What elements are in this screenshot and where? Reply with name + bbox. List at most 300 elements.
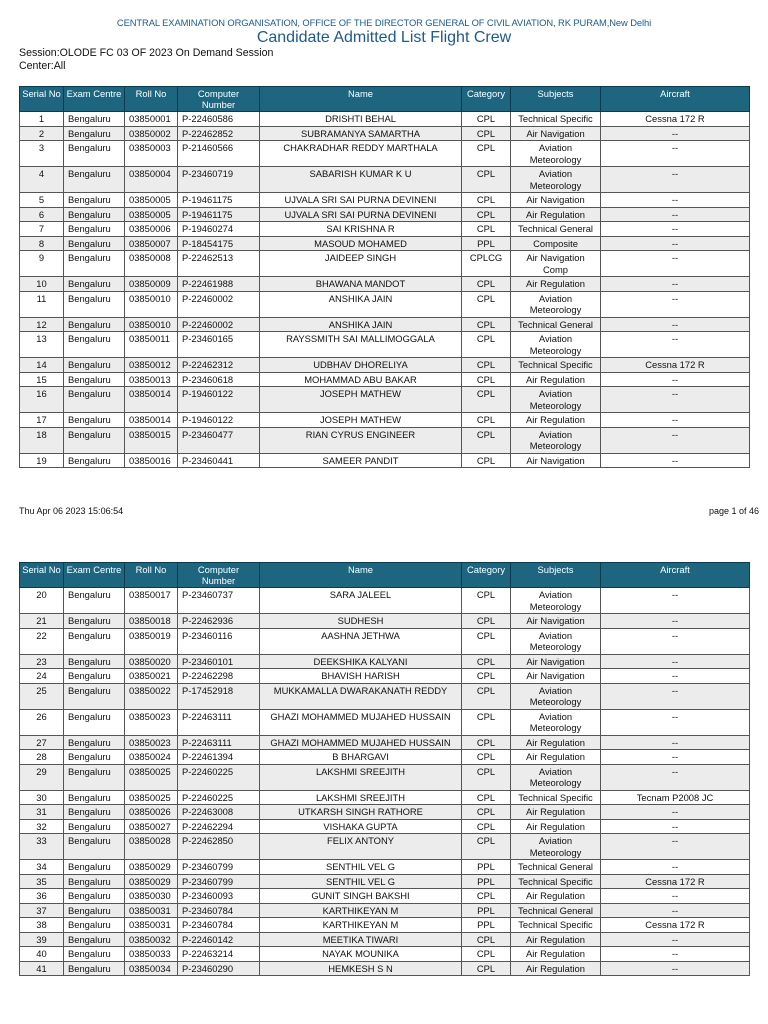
table-cell: Technical General — [511, 903, 601, 918]
table-cell: -- — [601, 372, 750, 387]
table-cell: -- — [601, 167, 750, 193]
table-cell: SARA JALEEL — [260, 588, 462, 614]
table-cell: AASHNA JETHWA — [260, 628, 462, 654]
table-cell: CPL — [462, 167, 511, 193]
table-cell: P-22463008 — [178, 805, 260, 820]
table-cell: RAYSSMITH SAI MALLIMOGGALA — [260, 332, 462, 358]
table-cell: CHAKRADHAR REDDY MARTHALA — [260, 141, 462, 167]
table-cell: Air Navigation — [511, 614, 601, 629]
table-row — [20, 669, 750, 684]
table-cell: 18 — [20, 427, 64, 453]
table-cell: P-23460799 — [178, 860, 260, 875]
table-cell: Bengaluru — [64, 222, 125, 237]
table-cell: Tecnam P2008 JC — [601, 790, 750, 805]
column-header: Exam Centre — [64, 563, 125, 588]
table-cell: P-23460290 — [178, 961, 260, 976]
table-header-row — [20, 87, 750, 112]
table-row — [20, 750, 750, 765]
table-cell: DRISHTI BEHAL — [260, 112, 462, 127]
table-cell: UJVALA SRI SAI PURNA DEVINENI — [260, 207, 462, 222]
table-cell: 03850024 — [125, 750, 178, 765]
table-cell: CPL — [462, 207, 511, 222]
table-cell: Air Regulation — [511, 735, 601, 750]
table-cell: Air Navigation — [511, 453, 601, 468]
table-cell: -- — [601, 669, 750, 684]
table-cell: 41 — [20, 961, 64, 976]
table-cell: Composite — [511, 236, 601, 251]
table-cell: CPL — [462, 588, 511, 614]
table-cell: P-23460799 — [178, 874, 260, 889]
session-label: Session:OLODE FC 03 OF 2023 On Demand Session — [19, 47, 274, 59]
table-cell: -- — [601, 413, 750, 428]
table-cell: MEETIKA TIWARI — [260, 932, 462, 947]
table-cell: Bengaluru — [64, 819, 125, 834]
table-cell: Bengaluru — [64, 167, 125, 193]
table-cell: 03850014 — [125, 413, 178, 428]
table-cell: SUDHESH — [260, 614, 462, 629]
table-cell: P-22462312 — [178, 358, 260, 373]
table-cell: CPL — [462, 750, 511, 765]
table-cell: 2 — [20, 126, 64, 141]
table-cell: -- — [601, 291, 750, 317]
table-cell: P-23460441 — [178, 453, 260, 468]
table-cell: FELIX ANTONY — [260, 834, 462, 860]
table-cell: Bengaluru — [64, 735, 125, 750]
table-cell: SAI KRISHNA R — [260, 222, 462, 237]
table-cell: -- — [601, 805, 750, 820]
table-cell: 03850026 — [125, 805, 178, 820]
table-cell: Aviation Meteorology — [511, 167, 601, 193]
table-cell: 03850021 — [125, 669, 178, 684]
table-cell: 17 — [20, 413, 64, 428]
table-cell: Cessna 172 R — [601, 112, 750, 127]
table-cell: P-22462513 — [178, 251, 260, 277]
table-cell: Bengaluru — [64, 918, 125, 933]
table-cell: -- — [601, 654, 750, 669]
table-cell: 39 — [20, 932, 64, 947]
table-cell: PPL — [462, 236, 511, 251]
table-cell: 27 — [20, 735, 64, 750]
center-label: Center:All — [19, 60, 66, 72]
table-row — [20, 251, 750, 277]
table-cell: CPL — [462, 614, 511, 629]
table-cell: Bengaluru — [64, 709, 125, 735]
column-header: Computer Number — [178, 87, 260, 112]
print-timestamp: Thu Apr 06 2023 15:06:54 — [19, 506, 124, 516]
table-cell: P-22461394 — [178, 750, 260, 765]
table-cell: 03850029 — [125, 860, 178, 875]
table-cell: 03850002 — [125, 126, 178, 141]
table-cell: 03850031 — [125, 918, 178, 933]
table-cell: MASOUD MOHAMED — [260, 236, 462, 251]
table-cell: Aviation Meteorology — [511, 764, 601, 790]
table-cell: 03850025 — [125, 790, 178, 805]
table-cell: -- — [601, 961, 750, 976]
table-cell: SAMEER PANDIT — [260, 453, 462, 468]
table-cell: NAYAK MOUNIKA — [260, 947, 462, 962]
table-cell: Aviation Meteorology — [511, 387, 601, 413]
organisation-heading: CENTRAL EXAMINATION ORGANISATION, OFFICE OF THE DIRECTOR GENERAL OF CIVIL AVIATION, RK PURAM,New Delhi — [116, 17, 652, 28]
table-cell: P-19461175 — [178, 207, 260, 222]
table-row — [20, 332, 750, 358]
table-cell: Air Navigation — [511, 193, 601, 208]
table-body — [20, 112, 750, 468]
table-cell: Bengaluru — [64, 750, 125, 765]
table-row — [20, 889, 750, 904]
table-cell: Bengaluru — [64, 683, 125, 709]
table-cell: Air Regulation — [511, 819, 601, 834]
table-cell: P-19461175 — [178, 193, 260, 208]
table-header-row — [20, 563, 750, 588]
table-cell: 11 — [20, 291, 64, 317]
table-cell: 6 — [20, 207, 64, 222]
table-row — [20, 207, 750, 222]
table-row — [20, 372, 750, 387]
table-row — [20, 141, 750, 167]
table-cell: CPL — [462, 889, 511, 904]
table-cell: 03850018 — [125, 614, 178, 629]
table-cell: Bengaluru — [64, 141, 125, 167]
table-cell: CPL — [462, 372, 511, 387]
table-cell: P-22460142 — [178, 932, 260, 947]
table-cell: P-23460719 — [178, 167, 260, 193]
table-cell: -- — [601, 947, 750, 962]
table-cell: CPL — [462, 628, 511, 654]
table-cell: -- — [601, 819, 750, 834]
table-row — [20, 790, 750, 805]
column-header: Category — [462, 563, 511, 588]
table-cell: Bengaluru — [64, 588, 125, 614]
table-cell: 03850032 — [125, 932, 178, 947]
table-cell: Air Regulation — [511, 805, 601, 820]
table-cell: CPL — [462, 805, 511, 820]
table-cell: Bengaluru — [64, 764, 125, 790]
column-header: Name — [260, 563, 462, 588]
table-cell: 37 — [20, 903, 64, 918]
table-cell: Aviation Meteorology — [511, 628, 601, 654]
table-row — [20, 167, 750, 193]
table-cell: 03850008 — [125, 251, 178, 277]
candidate-table-page2 — [19, 562, 750, 976]
table-cell: Bengaluru — [64, 236, 125, 251]
table-cell: CPL — [462, 291, 511, 317]
table-cell: CPL — [462, 358, 511, 373]
table-cell: 03850023 — [125, 709, 178, 735]
table-cell: CPL — [462, 317, 511, 332]
table-cell: ANSHIKA JAIN — [260, 291, 462, 317]
table-cell: Aviation Meteorology — [511, 332, 601, 358]
table-cell: BHAWANA MANDOT — [260, 277, 462, 292]
table-row — [20, 860, 750, 875]
table-cell: -- — [601, 427, 750, 453]
table-row — [20, 628, 750, 654]
table-cell: 40 — [20, 947, 64, 962]
table-cell: 03850003 — [125, 141, 178, 167]
page-title: Candidate Admitted List Flight Crew — [256, 29, 512, 46]
table-cell: -- — [601, 628, 750, 654]
table-cell: -- — [601, 193, 750, 208]
table-cell: Bengaluru — [64, 372, 125, 387]
table-cell: SABARISH KUMAR K U — [260, 167, 462, 193]
table-cell: Bengaluru — [64, 961, 125, 976]
table-cell: 03850031 — [125, 903, 178, 918]
table-cell: 7 — [20, 222, 64, 237]
column-header: Aircraft — [601, 87, 750, 112]
table-cell: PPL — [462, 874, 511, 889]
table-cell: CPL — [462, 193, 511, 208]
table-row — [20, 654, 750, 669]
table-cell: Cessna 172 R — [601, 918, 750, 933]
table-row — [20, 614, 750, 629]
table-row — [20, 277, 750, 292]
table-cell: 5 — [20, 193, 64, 208]
page-indicator: page 1 of 46 — [708, 506, 759, 516]
table-row — [20, 317, 750, 332]
table-row — [20, 193, 750, 208]
table-cell: Air Regulation — [511, 277, 601, 292]
table-row — [20, 291, 750, 317]
table-cell: Bengaluru — [64, 874, 125, 889]
table-cell: UJVALA SRI SAI PURNA DEVINENI — [260, 193, 462, 208]
table-cell: Air Regulation — [511, 961, 601, 976]
table-cell: 36 — [20, 889, 64, 904]
table-cell: P-23460737 — [178, 588, 260, 614]
table-cell: 03850027 — [125, 819, 178, 834]
table-cell: CPL — [462, 834, 511, 860]
table-cell: 03850010 — [125, 291, 178, 317]
table-cell: 23 — [20, 654, 64, 669]
table-cell: -- — [601, 932, 750, 947]
column-header: Roll No — [125, 563, 178, 588]
table-cell: 38 — [20, 918, 64, 933]
table-cell: P-23460477 — [178, 427, 260, 453]
table-cell: JOSEPH MATHEW — [260, 413, 462, 428]
table-cell: 03850007 — [125, 236, 178, 251]
table-cell: 03850009 — [125, 277, 178, 292]
table-cell: Bengaluru — [64, 834, 125, 860]
table-cell: -- — [601, 453, 750, 468]
table-cell: 03850006 — [125, 222, 178, 237]
table-cell: RIAN CYRUS ENGINEER — [260, 427, 462, 453]
table-row — [20, 222, 750, 237]
column-header: Subjects — [511, 87, 601, 112]
table-cell: 20 — [20, 588, 64, 614]
table-cell: JOSEPH MATHEW — [260, 387, 462, 413]
table-cell: Technical General — [511, 860, 601, 875]
table-cell: Bengaluru — [64, 860, 125, 875]
table-cell: 03850029 — [125, 874, 178, 889]
table-cell: 13 — [20, 332, 64, 358]
table-cell: 03850013 — [125, 372, 178, 387]
table-row — [20, 735, 750, 750]
table-cell: -- — [601, 251, 750, 277]
table-cell: -- — [601, 222, 750, 237]
table-cell: Bengaluru — [64, 358, 125, 373]
table-cell: P-23460116 — [178, 628, 260, 654]
table-cell: Bengaluru — [64, 193, 125, 208]
table-cell: MOHAMMAD ABU BAKAR — [260, 372, 462, 387]
table-cell: Cessna 172 R — [601, 874, 750, 889]
table-cell: Bengaluru — [64, 207, 125, 222]
table-cell: Bengaluru — [64, 889, 125, 904]
table-row — [20, 683, 750, 709]
table-cell: P-19460122 — [178, 387, 260, 413]
table-cell: Technical Specific — [511, 112, 601, 127]
table-cell: 03850030 — [125, 889, 178, 904]
table-cell: Bengaluru — [64, 291, 125, 317]
table-cell: 03850014 — [125, 387, 178, 413]
table-cell: -- — [601, 683, 750, 709]
table-cell: Bengaluru — [64, 947, 125, 962]
table-row — [20, 709, 750, 735]
table-cell: Air Regulation — [511, 889, 601, 904]
table-cell: CPL — [462, 709, 511, 735]
table-cell: 31 — [20, 805, 64, 820]
table-cell: Air Regulation — [511, 932, 601, 947]
table-cell: P-22460225 — [178, 790, 260, 805]
table-cell: P-21460566 — [178, 141, 260, 167]
table-row — [20, 387, 750, 413]
table-cell: Bengaluru — [64, 654, 125, 669]
table-cell: BHAVISH HARISH — [260, 669, 462, 684]
table-cell: P-22460002 — [178, 291, 260, 317]
column-header: Subjects — [511, 563, 601, 588]
table-cell: -- — [601, 750, 750, 765]
table-cell: GUNIT SINGH BAKSHI — [260, 889, 462, 904]
table-cell: SENTHIL VEL G — [260, 874, 462, 889]
table-cell: HEMKESH S N — [260, 961, 462, 976]
table-cell: 03850004 — [125, 167, 178, 193]
table-cell: 26 — [20, 709, 64, 735]
table-cell: 03850022 — [125, 683, 178, 709]
table-cell: Air Regulation — [511, 947, 601, 962]
table-row — [20, 874, 750, 889]
table-cell: P-23460093 — [178, 889, 260, 904]
table-cell: 03850005 — [125, 207, 178, 222]
table-row — [20, 805, 750, 820]
table-cell: Bengaluru — [64, 126, 125, 141]
table-cell: P-22462298 — [178, 669, 260, 684]
table-cell: 4 — [20, 167, 64, 193]
table-cell: CPL — [462, 735, 511, 750]
table-cell: P-22463214 — [178, 947, 260, 962]
column-header: Serial No — [20, 87, 64, 112]
table-cell: -- — [601, 332, 750, 358]
table-cell: P-23460784 — [178, 918, 260, 933]
table-cell: -- — [601, 764, 750, 790]
table-cell: Bengaluru — [64, 317, 125, 332]
table-cell: 28 — [20, 750, 64, 765]
table-cell: -- — [601, 709, 750, 735]
table-row — [20, 236, 750, 251]
column-header: Exam Centre — [64, 87, 125, 112]
table-cell: Bengaluru — [64, 277, 125, 292]
table-cell: SUBRAMANYA SAMARTHA — [260, 126, 462, 141]
table-row — [20, 112, 750, 127]
table-cell: 29 — [20, 764, 64, 790]
table-cell: 03850010 — [125, 317, 178, 332]
table-cell: 35 — [20, 874, 64, 889]
table-cell: PPL — [462, 903, 511, 918]
table-cell: P-22462294 — [178, 819, 260, 834]
table-cell: 12 — [20, 317, 64, 332]
table-cell: Air Regulation — [511, 372, 601, 387]
table-cell: SENTHIL VEL G — [260, 860, 462, 875]
table-cell: Air Navigation — [511, 654, 601, 669]
table-cell: Technical Specific — [511, 790, 601, 805]
table-cell: Bengaluru — [64, 903, 125, 918]
table-cell: P-22460002 — [178, 317, 260, 332]
table-cell: Bengaluru — [64, 790, 125, 805]
table-cell: 34 — [20, 860, 64, 875]
table-cell: CPL — [462, 141, 511, 167]
table-cell: PPL — [462, 860, 511, 875]
table-cell: Technical Specific — [511, 874, 601, 889]
table-cell: 03850016 — [125, 453, 178, 468]
table-cell: CPL — [462, 427, 511, 453]
column-header: Computer Number — [178, 563, 260, 588]
table-cell: P-22463111 — [178, 735, 260, 750]
table-cell: Aviation Meteorology — [511, 141, 601, 167]
table-cell: 03850023 — [125, 735, 178, 750]
table-cell: P-23460165 — [178, 332, 260, 358]
table-cell: GHAZI MOHAMMED MUJAHED HUSSAIN — [260, 735, 462, 750]
table-cell: -- — [601, 614, 750, 629]
table-cell: 25 — [20, 683, 64, 709]
table-cell: 33 — [20, 834, 64, 860]
column-header: Category — [462, 87, 511, 112]
table-cell: Bengaluru — [64, 805, 125, 820]
table-cell: 03850028 — [125, 834, 178, 860]
table-cell: Bengaluru — [64, 332, 125, 358]
table-cell: Technical Specific — [511, 918, 601, 933]
table-cell: Aviation Meteorology — [511, 291, 601, 317]
table-cell: Bengaluru — [64, 453, 125, 468]
table-cell: Bengaluru — [64, 387, 125, 413]
table-cell: Air Navigation — [511, 126, 601, 141]
table-cell: PPL — [462, 918, 511, 933]
table-cell: CPL — [462, 332, 511, 358]
table-cell: UTKARSH SINGH RATHORE — [260, 805, 462, 820]
table-cell: 03850012 — [125, 358, 178, 373]
table-cell: ANSHIKA JAIN — [260, 317, 462, 332]
table-cell: P-19460274 — [178, 222, 260, 237]
table-cell: -- — [601, 834, 750, 860]
table-cell: CPL — [462, 112, 511, 127]
table-cell: Aviation Meteorology — [511, 588, 601, 614]
table-cell: 16 — [20, 387, 64, 413]
table-cell: P-22461988 — [178, 277, 260, 292]
table-cell: CPL — [462, 222, 511, 237]
table-cell: P-17452918 — [178, 683, 260, 709]
table-cell: P-23460784 — [178, 903, 260, 918]
table-cell: CPL — [462, 413, 511, 428]
table-cell: CPL — [462, 764, 511, 790]
table-row — [20, 413, 750, 428]
table-row — [20, 932, 750, 947]
table-cell: CPL — [462, 453, 511, 468]
table-cell: Air Regulation — [511, 750, 601, 765]
table-cell: Bengaluru — [64, 614, 125, 629]
table-cell: Air Navigation Comp — [511, 251, 601, 277]
table-cell: P-23460101 — [178, 654, 260, 669]
table-cell: 9 — [20, 251, 64, 277]
table-cell: -- — [601, 387, 750, 413]
table-cell: 03850011 — [125, 332, 178, 358]
column-header: Name — [260, 87, 462, 112]
table-cell: P-22462850 — [178, 834, 260, 860]
table-cell: CPL — [462, 790, 511, 805]
